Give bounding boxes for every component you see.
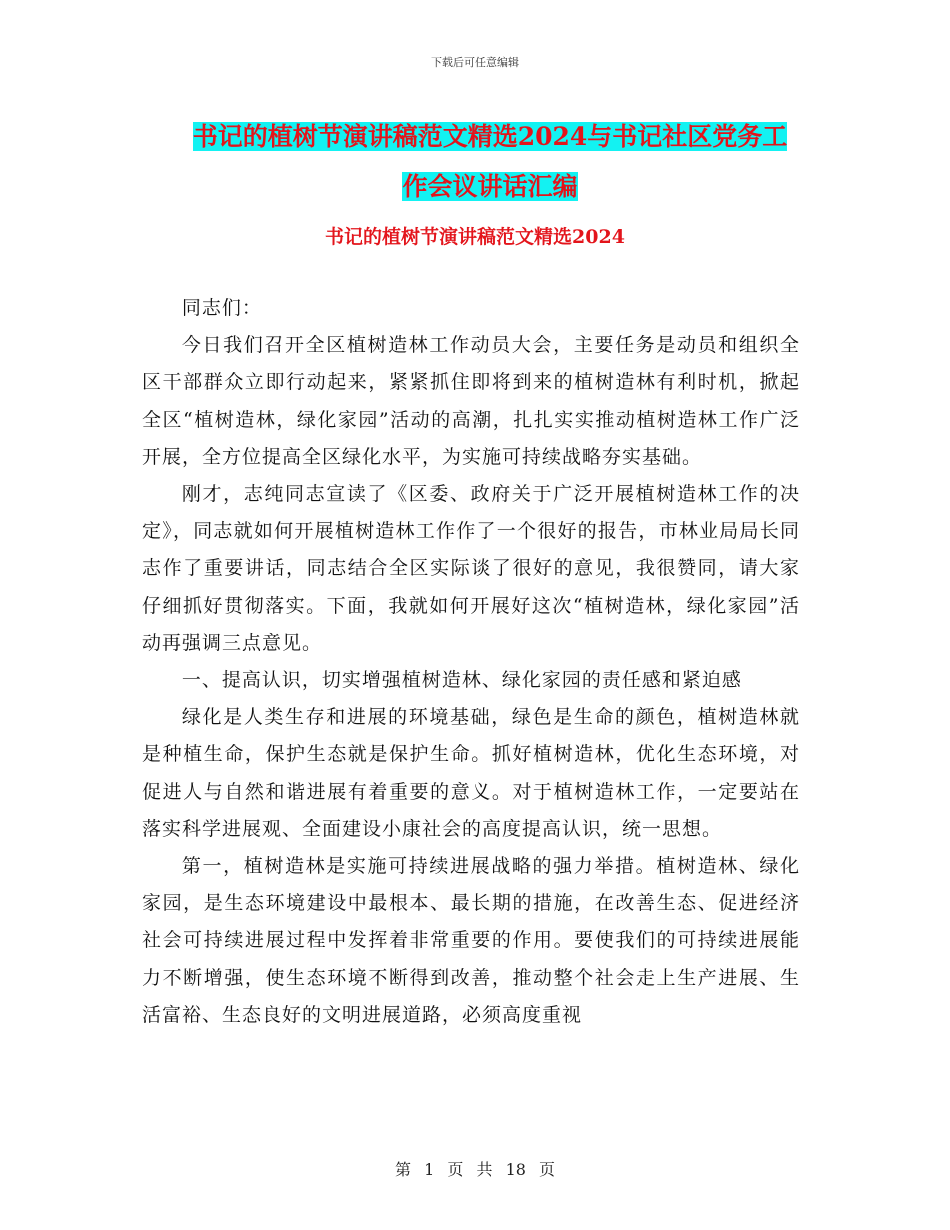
document-title-line-2: 作会议讲话汇编 xyxy=(402,172,578,201)
paragraph: 第一，植树造林是实施可持续进展战略的强力举措。植树造林、绿化家园，是生态环境建设中最根本、最长期的措施，在改善生态、促进经济社会可持续进展过程中发挥着非常重要的作用。要使我们的可持续进展能力不断增强，使生态环境不断得到改善，推动整个社会走上生产进展、生活富裕、生态良好的文明进展道路，必须高度重视 xyxy=(142,855,800,1026)
paragraph: 今日我们召开全区植树造林工作动员大会，主要任务是动员和组织全区干部群众立即行动起来，紧紧抓住即将到来的植树造林有利时机，掀起全区“植树造林，绿化家园”活动的高潮，扎扎实实推动植树造林工作广泛开展，全方位提高全区绿化水平，为实施可持续战略夯实基础。 xyxy=(142,334,800,468)
footer-prefix: 第 xyxy=(394,1160,411,1179)
paragraph: 刚才，志纯同志宣读了《区委、政府关于广泛开展植树造林工作的决定》，同志就如何开展植树造林工作作了一个很好的报告，市林业局局长同志作了重要讲话，同志结合全区实际谈了很好的意见，我很赞同，请大家仔细抓好贯彻落实。下面，我就如何开展好这次“植树造林，绿化家园”活动再强调三点意见。 xyxy=(142,483,800,654)
document-body xyxy=(142,290,800,1034)
paragraph-greeting: 同志们： xyxy=(181,297,262,319)
page-header-note: 下载后可任意编辑 xyxy=(431,56,519,69)
document-title xyxy=(140,112,840,212)
section-subtitle: 书记的植树节演讲稿范文精选2024 xyxy=(325,226,625,248)
footer-page-word: 页 xyxy=(447,1160,464,1179)
footer-page-number: 1 xyxy=(424,1160,435,1179)
footer-total-prefix: 共 xyxy=(476,1160,493,1179)
section-heading: 一、提高认识，切实增强植树造林、绿化家园的责任感和紧迫感 xyxy=(181,669,742,692)
paragraph: 绿化是人类生存和进展的环境基础，绿色是生命的颜色，植树造林就是种植生命，保护生态就是保护生命。抓好植树造林，优化生态环境，对促进人与自然和谐进展有着重要的意义。对于植树造林工作，一定要站在落实科学进展观、全面建设小康社会的高度提高认识，统一思想。 xyxy=(142,706,800,840)
footer-total-pages: 18 xyxy=(505,1160,526,1179)
document-title-line-1: 书记的植树节演讲稿范文精选2024与书记社区党务工 xyxy=(192,122,788,151)
page-footer xyxy=(0,1157,950,1180)
footer-suffix: 页 xyxy=(539,1160,556,1179)
